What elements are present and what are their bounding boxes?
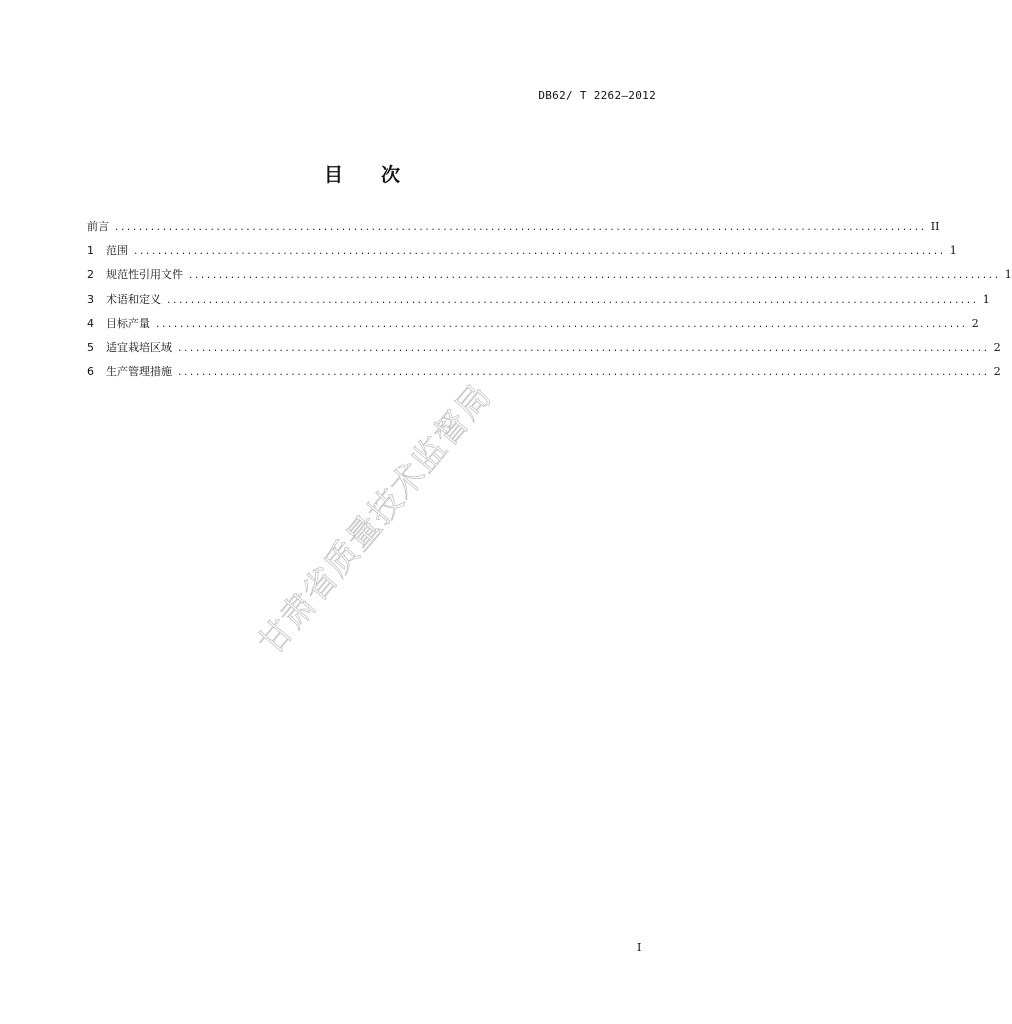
toc-entry-suitable-area[interactable] [87,339,1001,363]
standard-code: DB62/ T 2262—2012 [538,89,656,102]
dot-leader: ........................................................................................................................................ [177,368,989,379]
dot-leader: ........................................................................................................................................ [188,271,1000,282]
toc-entry-target-yield[interactable] [87,315,979,339]
dot-leader: ........................................................................................................................................ [114,223,926,233]
toc-entry-normative-references[interactable] [87,266,1012,290]
toc-entry-label: 规范性引用文件 [106,268,183,282]
toc-entry-management-measures[interactable] [87,363,1001,387]
toc-entry-page: 1 [1004,268,1012,282]
page-number: I [637,941,642,954]
toc-entry-foreword[interactable] [87,218,940,242]
toc-entry-label: 生产管理措施 [106,365,172,379]
dot-leader: ........................................................................................................................................ [133,247,945,258]
dot-leader: ........................................................................................................................................ [177,343,989,354]
toc-entry-label: 范围 [106,244,128,258]
toc-entry-page: 2 [993,365,1001,379]
toc-entry-page: 1 [949,244,957,258]
page-title [0,160,724,187]
title-char-2: 次 [381,164,401,186]
toc-entry-terms-definitions[interactable] [87,291,990,315]
toc-entry-page: 1 [982,292,990,306]
toc-entry-label: 目标产量 [106,316,150,330]
toc-entry-number: 2 [87,268,94,282]
toc-entry-page: II [930,220,940,233]
toc-entry-label: 适宜栽培区域 [106,340,172,354]
dot-leader: ........................................................................................................................................ [155,319,967,330]
title-char-1: 目 [323,164,343,186]
toc-entry-number: 6 [87,365,94,379]
dot-leader: ........................................................................................................................................ [166,295,978,306]
toc-entry-page: 2 [993,340,1001,354]
toc-entry-scope[interactable] [87,242,957,266]
watermark: 甘肃省质量技术监督局 [250,376,499,662]
toc-entry-label: 前言 [87,220,109,233]
toc-entry-page: 2 [971,316,979,330]
toc-entry-number: 3 [87,292,94,306]
toc-entry-number: 1 [87,244,94,258]
toc-entry-number: 5 [87,340,94,354]
table-of-contents [87,218,1012,387]
toc-entry-number: 4 [87,316,94,330]
toc-entry-label: 术语和定义 [106,292,161,306]
